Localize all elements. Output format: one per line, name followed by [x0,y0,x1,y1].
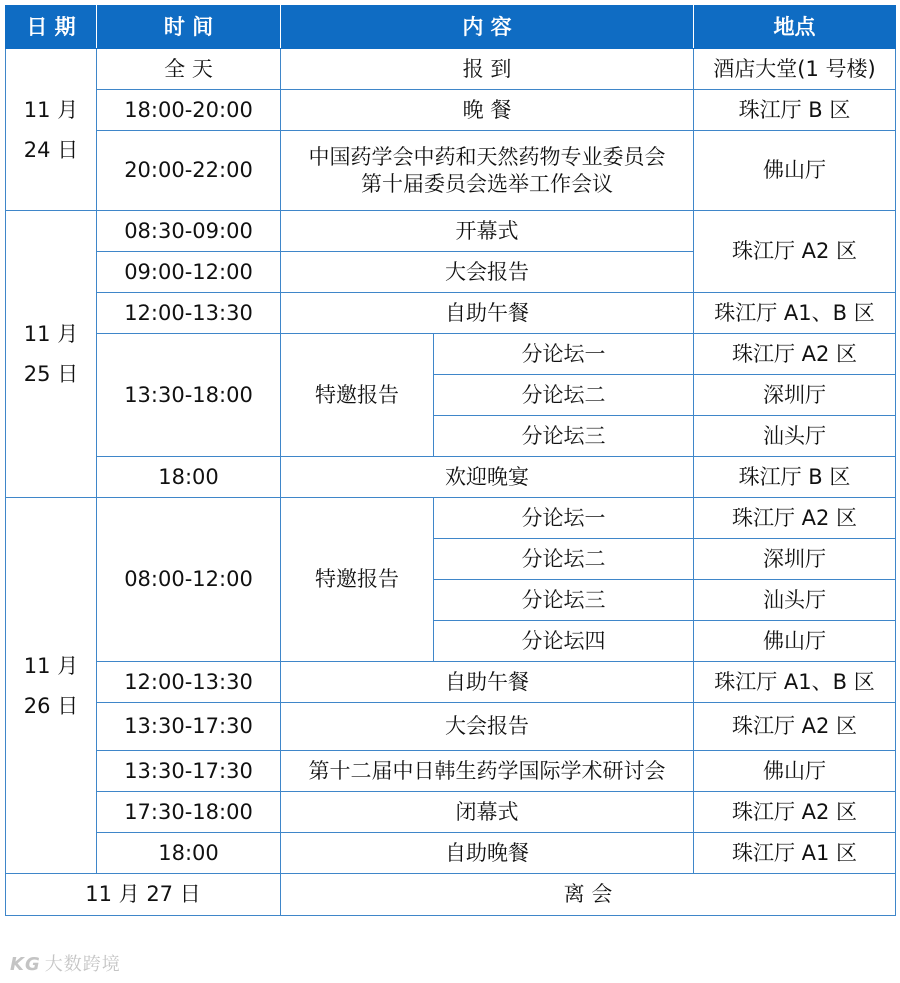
table-row [6,498,896,539]
table-row [6,457,896,498]
date-cell: 11 月 27 日 [6,874,281,916]
content-cell: 自助晚餐 [281,833,694,874]
forum-name: 分论坛三 [434,580,694,621]
table-row [6,792,896,833]
table-row [6,334,896,375]
content-cell: 晚 餐 [281,90,694,131]
place-cell: 珠江厅 A2 区 [694,334,896,375]
table-row [6,662,896,703]
content-cell: 欢迎晚宴 [281,457,694,498]
table-row [6,131,896,211]
table-row [6,49,896,90]
forum-name: 分论坛一 [434,334,694,375]
place-cell: 珠江厅 A1 区 [694,833,896,874]
table-row [6,751,896,792]
place-cell: 珠江厅 A2 区 [694,792,896,833]
time-cell: 12:00-13:30 [97,662,281,703]
watermark-logo: KG [10,954,41,975]
table-row [6,211,896,252]
table-row [6,833,896,874]
watermark-text: 大数跨境 [44,954,121,975]
time-cell: 09:00-12:00 [97,252,281,293]
forum-name: 分论坛四 [434,621,694,662]
forum-name: 分论坛三 [434,416,694,457]
content-cell: 自助午餐 [281,662,694,703]
time-cell: 17:30-18:00 [97,792,281,833]
time-cell: 13:30-17:30 [97,703,281,751]
time-cell: 18:00 [97,833,281,874]
time-cell: 13:30-17:30 [97,751,281,792]
forum-name: 分论坛一 [434,498,694,539]
content-cell: 中国药学会中药和天然药物专业委员会 第十届委员会选举工作会议 [281,131,694,211]
time-cell: 12:00-13:30 [97,293,281,334]
date-cell: 11 月 26 日 [6,498,97,874]
header-place: 地点 [694,6,896,49]
place-cell: 汕头厅 [694,580,896,621]
table-row [6,703,896,751]
session-label: 特邀报告 [281,498,434,662]
place-cell: 珠江厅 B 区 [694,457,896,498]
place-cell: 珠江厅 A1、B 区 [694,293,896,334]
place-cell: 酒店大堂(1 号楼) [694,49,896,90]
table-row [6,293,896,334]
content-cell: 自助午餐 [281,293,694,334]
time-cell: 13:30-18:00 [97,334,281,457]
content-cell: 报 到 [281,49,694,90]
place-cell: 汕头厅 [694,416,896,457]
place-cell: 珠江厅 A2 区 [694,498,896,539]
place-cell: 珠江厅 A1、B 区 [694,662,896,703]
date-cell: 11 月 25 日 [6,211,97,498]
place-cell: 珠江厅 B 区 [694,90,896,131]
content-cell: 开幕式 [281,211,694,252]
place-cell: 佛山厅 [694,751,896,792]
forum-name: 分论坛二 [434,375,694,416]
time-cell: 全 天 [97,49,281,90]
table-row [6,90,896,131]
place-cell: 珠江厅 A2 区 [694,703,896,751]
content-cell: 大会报告 [281,252,694,293]
time-cell: 08:30-09:00 [97,211,281,252]
content-cell: 闭幕式 [281,792,694,833]
place-cell: 佛山厅 [694,621,896,662]
header-content: 内 容 [281,6,694,49]
time-cell: 08:00-12:00 [97,498,281,662]
time-cell: 18:00-20:00 [97,90,281,131]
header-date: 日 期 [6,6,97,49]
content-cell: 大会报告 [281,703,694,751]
header-time: 时 间 [97,6,281,49]
schedule-table [5,5,896,916]
table-row [6,874,896,916]
session-label: 特邀报告 [281,334,434,457]
content-cell: 离 会 [281,874,896,916]
place-cell: 佛山厅 [694,131,896,211]
content-cell: 第十二届中日韩生药学国际学术研讨会 [281,751,694,792]
place-cell: 深圳厅 [694,375,896,416]
time-cell: 18:00 [97,457,281,498]
place-cell: 珠江厅 A2 区 [694,211,896,293]
place-cell: 深圳厅 [694,539,896,580]
watermark [10,950,121,976]
time-cell: 20:00-22:00 [97,131,281,211]
date-cell: 11 月 24 日 [6,49,97,211]
forum-name: 分论坛二 [434,539,694,580]
header-row [6,6,896,49]
